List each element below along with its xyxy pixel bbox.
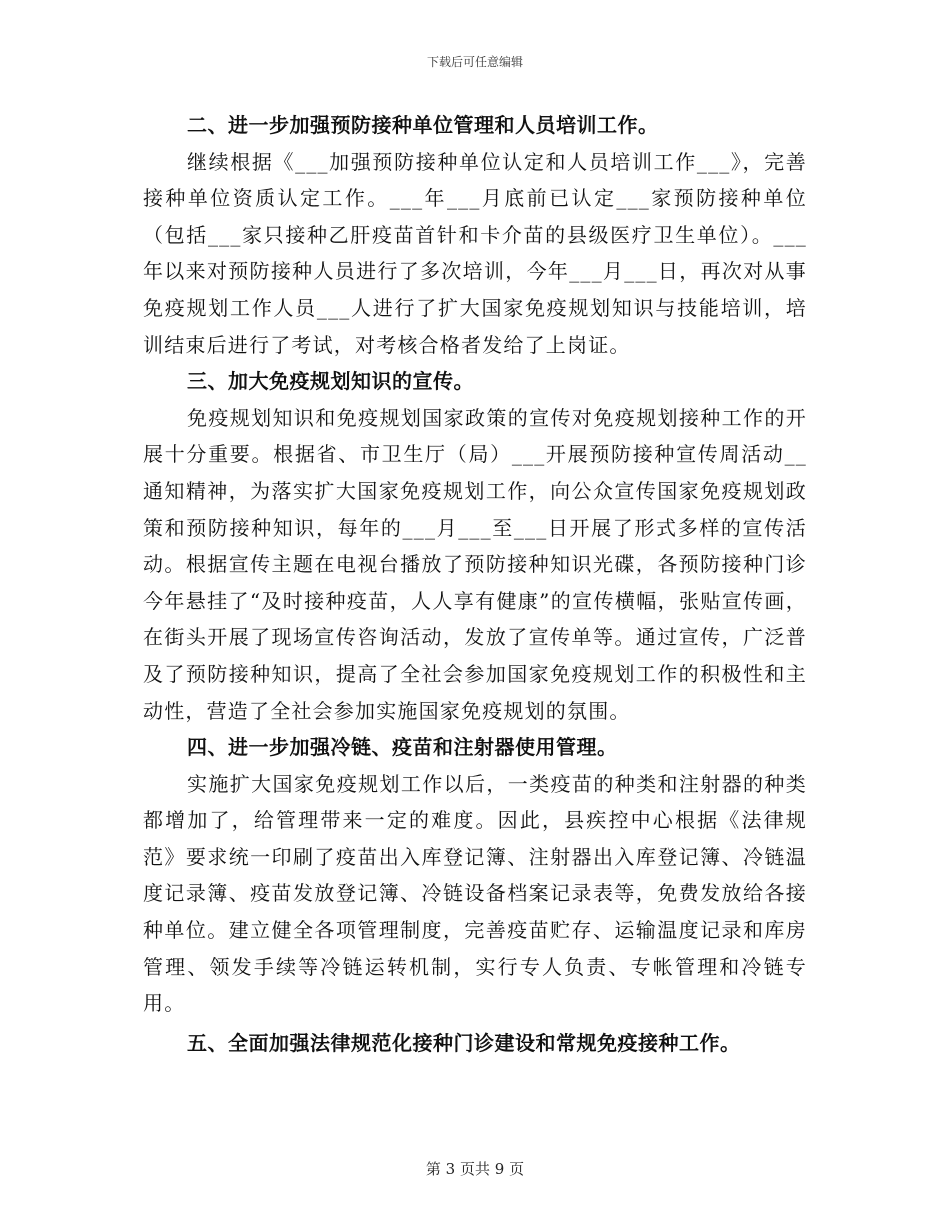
header-note: 下载后可任意编辑: [426, 55, 523, 69]
section-paragraph-2: 继续根据《___加强预防接种单位认定和人员培训工作___》，完善接种单位资质认定工作。___年___月底前已认定___家预防接种单位（包括___家只接种乙肝疫苗首针和卡介苗的县级医疗卫生单位）。___年以来对预防接种人员进行了多次培训，今年___月___日，再次对从事免疫规划工作人员___人进行了扩大国家免疫规划知识与技能培训，培训结束后进行了考试，对考核合格者发给了上岗证。: [143, 149, 807, 357]
section-paragraph-3: 免疫规划知识和免疫规划国家政策的宣传对免疫规划接种工作的开展十分重要。根据省、市卫生厅（局）___开展预防接种宣传周活动__通知精神，为落实扩大国家免疫规划工作，向公众宣传国家免疫规划政策和预防接种知识，每年的___月___至___日开展了形式多样的宣传活动。根据宣传主题在电视台播放了预防接种知识光碟，各预防接种门诊今年悬挂了“及时接种疫苗，人人享有健康”的宣传横幅，张贴宣传画，在街头开展了现场宣传咨询活动，发放了宣传单等。通过宣传，广泛普及了预防接种知识，提高了全社会参加国家免疫规划工作的积极性和主动性，营造了全社会参加实施国家免疫规划的氛围。: [143, 405, 807, 723]
document-body: [143, 107, 807, 1061]
section-heading-3: 三、加大免疫规划知识的宣传。: [187, 369, 474, 394]
section-heading-2: 二、进一步加强预防接种单位管理和人员培训工作。: [187, 113, 659, 137]
section-paragraph-4: 实施扩大国家免疫规划工作以后，一类疫苗的种类和注射器的种类都增加了，给管理带来一定的难度。因此，县疾控中心根据《法律规范》要求统一印刷了疫苗出入库登记簿、注射器出入库登记簿、冷链温度记录簿、疫苗发放登记簿、冷链设备档案记录表等，免费发放给各接种单位。建立健全各项管理制度，完善疫苗贮存、运输温度记录和库房管理、领发手续等冷链运转机制，实行专人负责、专帐管理和冷链专用。: [143, 771, 807, 1016]
section-heading-5: 五、全面加强法律规范化接种门诊建设和常规免疫接种工作。: [187, 1030, 741, 1055]
page-number: 第 3 页共 9 页: [425, 1160, 525, 1178]
section-heading-4: 四、进一步加强冷链、疫苗和注射器使用管理。: [187, 735, 618, 760]
